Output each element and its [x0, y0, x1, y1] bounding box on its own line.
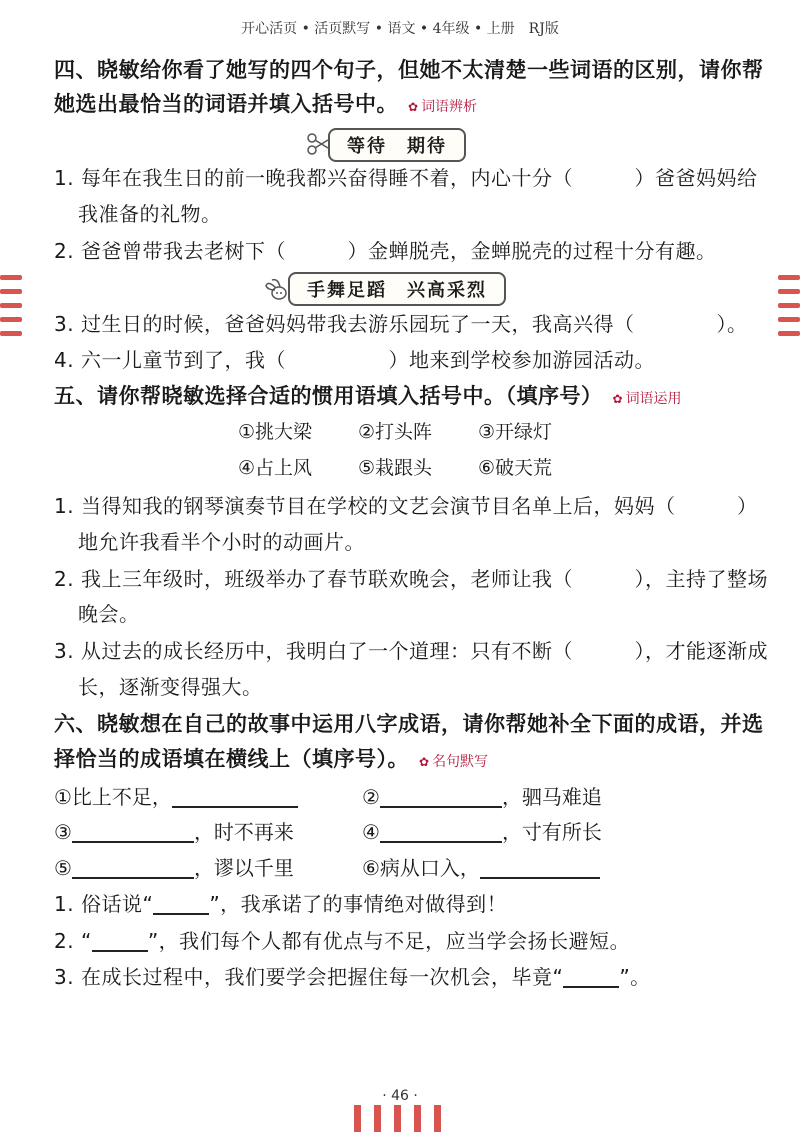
section-6-title-line2: 择恰当的成语填在横线上（填序号）。 ✿ 名句默写 — [54, 747, 489, 771]
section-5-tag: ✿ 词语运用 — [612, 391, 682, 407]
option-5: ⑤栽跟头 — [358, 457, 433, 479]
left-margin-stripes — [0, 275, 22, 345]
s4-q3: 3. 过生日的时候，爸爸妈妈带我去游乐园玩了一天，我高兴得（ ）。 — [54, 312, 748, 336]
s4-q4: 4. 六一儿童节到了，我（ ）地来到学校参加游园活动。 — [54, 348, 655, 372]
s6-q2-blank[interactable] — [92, 928, 148, 952]
s6-q1-blank[interactable] — [153, 891, 209, 915]
s6-q3-blank[interactable] — [563, 964, 619, 988]
idiom-2: ② ，驷马难追 — [362, 785, 602, 809]
s5-q2-line2: 晚会。 — [78, 602, 140, 626]
word-box-1-text: 等待 期待 — [347, 136, 447, 157]
page-number: · 46 · — [382, 1088, 418, 1104]
idiom-6-blank[interactable] — [480, 855, 600, 879]
section-4-title-line1: 四、晓敏给你看了她写的四个句子，但她不太清楚一些词语的区别，请你帮 — [54, 58, 764, 82]
idiom-1-blank[interactable] — [172, 784, 298, 808]
s5-q3-line2: 长，逐渐变得强大。 — [78, 675, 263, 699]
idiom-6: ⑥病从口入， — [362, 854, 600, 882]
idiom-4-blank[interactable] — [380, 819, 502, 843]
flower-icon: ✿ — [408, 100, 419, 114]
s4-q1-line2: 我准备的礼物。 — [78, 202, 222, 226]
idiom-3-blank[interactable] — [72, 819, 194, 843]
page-header: 开心活页 • 活页默写 • 语文 • 4年级 • 上册 RJ版 — [241, 21, 559, 37]
s5-q3-line1: 3. 从过去的成长经历中，我明白了一个道理：只有不断（ ），才能逐渐成 — [54, 639, 768, 663]
flower-icon: ✿ — [419, 755, 430, 769]
flower-icon: ✿ — [612, 392, 623, 406]
s4-q1-line1: 1. 每年在我生日的前一晚我都兴奋得睡不着，内心十分（ ）爸爸妈妈给 — [54, 166, 758, 190]
bunny-icon — [264, 274, 290, 304]
option-6: ⑥破天荒 — [478, 457, 553, 479]
idiom-4: ④ ，寸有所长 — [362, 820, 602, 844]
s5-q2-line1: 2. 我上三年级时，班级举办了春节联欢晚会，老师让我（ ），主持了整场 — [54, 567, 768, 591]
s6-q2: 2. “ ”，我们每个人都有优点与不足，应当学会扬长避短。 — [54, 929, 631, 953]
idiom-3: ③ ，时不再来 — [54, 820, 294, 844]
option-1: ①挑大梁 — [238, 421, 313, 443]
right-margin-stripes — [778, 275, 800, 345]
section-5-title: 五、请你帮晓敏选择合适的惯用语填入括号中。（填序号） ✿ 词语运用 — [54, 384, 682, 408]
word-box-2-text: 手舞足蹈 兴高采烈 — [307, 280, 487, 301]
section-6-tag: ✿ 名句默写 — [419, 754, 489, 770]
word-box-2 — [288, 272, 506, 306]
option-4: ④占上风 — [238, 457, 313, 479]
s6-q3: 3. 在成长过程中，我们要学会把握住每一次机会，毕竟“ ”。 — [54, 965, 651, 989]
idiom-2-blank[interactable] — [380, 784, 502, 808]
s5-q1-line1: 1. 当得知我的钢琴演奏节目在学校的文艺会演节目名单上后，妈妈（ ） — [54, 494, 758, 518]
idiom-5: ⑤ ，谬以千里 — [54, 856, 294, 880]
option-2: ②打头阵 — [358, 421, 433, 443]
s4-q2: 2. 爸爸曾带我去老树下（ ）金蝉脱壳，金蝉脱壳的过程十分有趣。 — [54, 239, 717, 263]
section-6-title-line1: 六、晓敏想在自己的故事中运用八字成语，请你帮她补全下面的成语，并选 — [54, 712, 764, 736]
s5-q1-line2: 地允许我看半个小时的动画片。 — [78, 530, 365, 554]
word-box-1 — [328, 128, 466, 162]
idiom-5-blank[interactable] — [72, 855, 194, 879]
section-4-tag: ✿ 词语辨析 — [408, 99, 478, 115]
section-4-title-line2: 她选出最恰当的词语并填入括号中。 ✿ 词语辨析 — [54, 92, 478, 116]
scissors-icon — [304, 130, 330, 160]
s6-q1: 1. 俗话说“ ”，我承诺了的事情绝对做得到！ — [54, 892, 508, 916]
option-3: ③开绿灯 — [478, 421, 553, 443]
bottom-bars — [354, 1105, 441, 1132]
idiom-1: ①比上不足， — [54, 783, 298, 811]
